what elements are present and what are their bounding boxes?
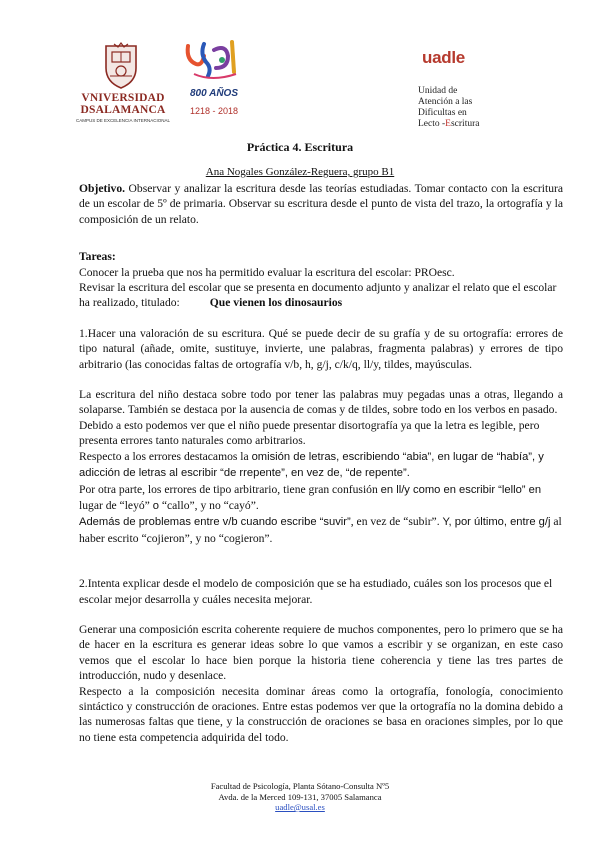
objective-label: Objetivo. [79, 182, 126, 195]
answer-1-paragraph-1: La escritura del niño destaca sobre todo por tener las palabras muy pegadas unas a otras, llegando a solaparse. También se destaca por la ausencia de comas y de tildes, sobre todo en los verbos en pasado. [79, 388, 563, 417]
footer-address-line1: Facultad de Psicología, Planta Sótano-Consulta Nº5 [210, 781, 390, 791]
answer-1-paragraph-3 [79, 449, 563, 482]
question-1: 1.Hacer una valoración de su escritura. Qué se puede decir de su grafía y de su ortografía: errores de tipo natural (añade, omite, sustituye, invierte, une palabras, fragmenta palabras) y errores de tipo arbitrario (las conocidas faltas de ortografía v/b, h, g/j, c/k/q, ll/y, tildes, mayúsculas. [79, 326, 563, 371]
uadle-line3: Dificultas en [418, 108, 467, 118]
answer-1-paragraph-5 [79, 514, 563, 546]
answer-1-p4-e: “callo”, y no “cayó”. [158, 498, 259, 512]
usal-crest-icon [98, 42, 144, 90]
document-body [79, 181, 563, 745]
answer-1-p5-d: al haber escrito “cojieron”, y no “cogieron”. [79, 515, 562, 545]
answer-1-p5-c: Y, por último, entre g/j [442, 516, 551, 529]
anniversary-years: 1218 - 2018 [189, 106, 239, 116]
task-2-text: Revisar la escritura del escolar que se presenta en documento adjunto y analizar el relato que el escolar ha realizado, titulado: [79, 281, 557, 310]
task-2 [79, 280, 563, 311]
usal-logo [68, 42, 178, 128]
answer-1-p3-a: Respecto a los errores destacamos la [79, 449, 252, 463]
answer-1-paragraph-4 [79, 482, 563, 515]
answer-2-paragraph-2: Respecto a la composición necesita dominar áreas como la ortografía, fonología, conocimiento sintáctico y construcción de oraciones. Entre estas podemos ver que la ortografía no la domina debido a las numerosas faltas que tiene, y la construcción de oraciones se basa en oraciones simples, por lo que no tiene esta competencia adquirida del todo. [79, 684, 563, 744]
answer-1-p3-b: omisión de letras, escribiendo “abia”, en lugar de “había”, y adicción de letras al escribir “de rrepente”, en vez de, “de repente”. [79, 450, 544, 480]
usal-name-line1: VNIVERSIDAD [81, 92, 165, 104]
question-2: 2.Intenta explicar desde el modelo de composición que se ha estudiado, cuáles son los procesos que el escolar mejor desarrolla y cuáles necesita mejorar. [79, 577, 553, 606]
answer-1-p5-a: Además de problemas entre v/b cuando escribe “suvir” [79, 516, 351, 529]
uadle-line4-a: Lecto - [418, 119, 446, 129]
uadle-description [418, 86, 538, 130]
objective-paragraph [79, 181, 563, 227]
author-line [0, 166, 600, 178]
usal-campus-line: CAMPUS DE EXCELENCIA INTERNACIONAL [75, 118, 171, 123]
uadle-line2: Atención a las [418, 97, 473, 107]
answer-1-paragraph-2: Debido a esto podemos ver que el niño puede presentar disortografía ya que la letra es legible, pero presenta errores tanto naturales como arbitrarios. [79, 418, 540, 448]
uadle-line4 [418, 119, 538, 130]
uadle-logo [422, 48, 488, 70]
uadle-line4-b: E [445, 119, 451, 129]
answer-1-p4-b: en ll/y como en escribir “lello” en [380, 483, 542, 496]
document-title: Práctica 4. Escritura [246, 140, 354, 154]
usal-name-line2: DSALAMANCA [80, 104, 166, 116]
answer-1-p4-a: Por otra parte, los errores de tipo arbitrario, tiene gran confusión [79, 482, 381, 496]
uadle-line4-c: scritura [450, 119, 480, 129]
answer-2-paragraph-1: Generar una composición escrita coherente requiere de muchos componentes, pero lo primero que se ha de hacer en la escritura es generar ideas sobre lo que vamos a escribir y se organizan, en este caso vemos que el escolar lo hace bien porque la historia tiene coherencia y tiene las tres partes de introducción, nudo y desenlace. [79, 622, 563, 683]
task-1: Conocer la prueba que nos ha permitido evaluar la escritura del escolar: PROesc. [79, 265, 455, 279]
uadle-line1: Unidad de [418, 86, 458, 96]
answer-1-p4-c: lugar de “leyó” [79, 498, 153, 512]
uadle-logo-text: uadle [422, 48, 465, 67]
answer-1-p5-b: , en vez de “subir”. [350, 515, 443, 529]
anniversary-logo [182, 38, 246, 120]
tasks-heading: Tareas: [79, 250, 116, 264]
answer-1-p4-d: o [152, 499, 159, 512]
footer-address-line2: Avda. de la Merced 109-131, 37005 Salamanca [218, 791, 382, 802]
footer-email-link[interactable]: uadle@usal.es [275, 802, 325, 812]
story-title: Que vienen los dinosaurios [209, 296, 343, 310]
objective-text: Observar y analizar la escritura desde las teorías estudiadas. Tomar contacto con la escritura de un escolar de 5º de primaria. Observar su escritura desde el punto de vista del trazo, la ortografía y la composición de un relato. [79, 182, 563, 226]
page-footer [0, 781, 600, 813]
anniversary-text: 800 AÑOS [190, 88, 238, 99]
author-name: Ana Nogales González-Reguera, grupo B1 [205, 166, 395, 178]
anniversary-emblem-icon [182, 38, 246, 86]
